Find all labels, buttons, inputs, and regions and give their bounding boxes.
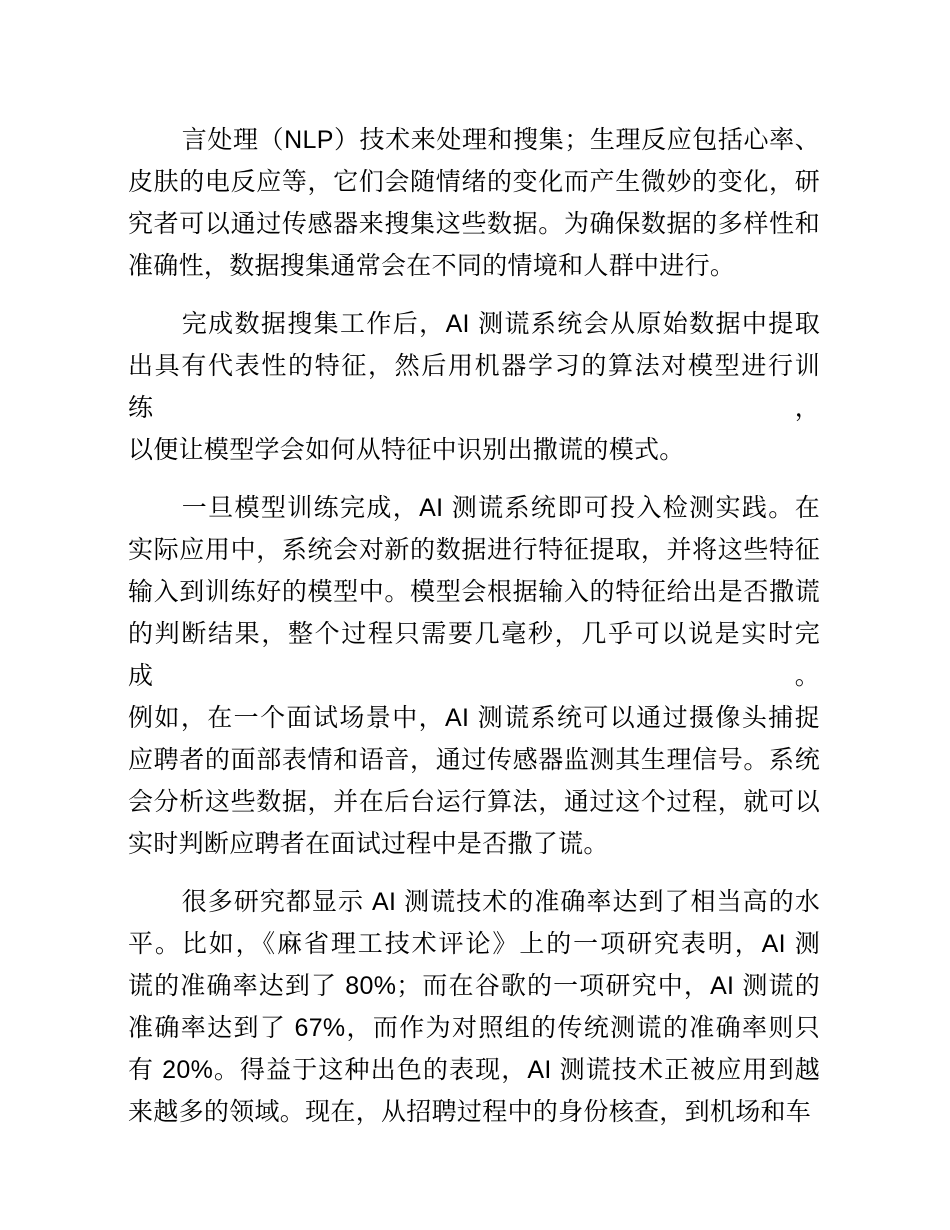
text-line: 来越多的领域。现在，从招聘过程中的身份核查，到机场和车 [128, 1098, 812, 1126]
text-line: 平。比如，《麻省理工技术评论》上的一项研究表明，AI 测 [128, 930, 820, 958]
text-line: 谎的准确率达到了 80%；而在谷歌的一项研究中，AI 测谎的 [128, 972, 820, 1000]
document-content [128, 119, 820, 1133]
text-line: 完成数据搜集工作后，AI 测谎系统会从原始数据中提取 [181, 310, 820, 338]
paragraph [128, 303, 820, 471]
paragraph [128, 881, 820, 1133]
text-line: 皮肤的电反应等，它们会随情绪的变化而产生微妙的变化，研 [128, 168, 820, 196]
text-line: 一旦模型训练完成，AI 测谎系统即可投入检测实践。在 [181, 494, 820, 522]
text-line: 出具有代表性的特征，然后用机器学习的算法对模型进行训练， [128, 352, 820, 422]
text-line: 言处理（NLP）技术来处理和搜集；生理反应包括心率、 [181, 126, 820, 154]
text-line: 准确率达到了 67%，而作为对照组的传统测谎的准确率则只 [128, 1014, 820, 1042]
text-line: 实际应用中，系统会对新的数据进行特征提取，并将这些特征 [128, 536, 820, 564]
text-line: 输入到训练好的模型中。模型会根据输入的特征给出是否撒谎 [128, 578, 820, 606]
paragraph [128, 487, 820, 865]
paragraph [128, 119, 820, 287]
text-line: 准确性，数据搜集通常会在不同的情境和人群中进行。 [128, 252, 736, 280]
text-line: 的判断结果，整个过程只需要几毫秒，几乎可以说是实时完成。 [128, 620, 820, 690]
text-line: 实时判断应聘者在面试过程中是否撒了谎。 [128, 830, 609, 858]
text-line: 例如，在一个面试场景中，AI 测谎系统可以通过摄像头捕捉 [128, 704, 820, 732]
text-line: 以便让模型学会如何从特征中识别出撒谎的模式。 [128, 436, 685, 464]
text-line: 应聘者的面部表情和语音，通过传感器监测其生理信号。系统 [128, 746, 820, 774]
text-line: 究者可以通过传感器来搜集这些数据。为确保数据的多样性和 [128, 210, 820, 238]
text-line: 有 20%。得益于这种出色的表现，AI 测谎技术正被应用到越 [128, 1056, 820, 1084]
text-line: 很多研究都显示 AI 测谎技术的准确率达到了相当高的水 [181, 888, 820, 916]
text-line: 会分析这些数据，并在后台运行算法，通过这个过程，就可以 [128, 788, 820, 816]
